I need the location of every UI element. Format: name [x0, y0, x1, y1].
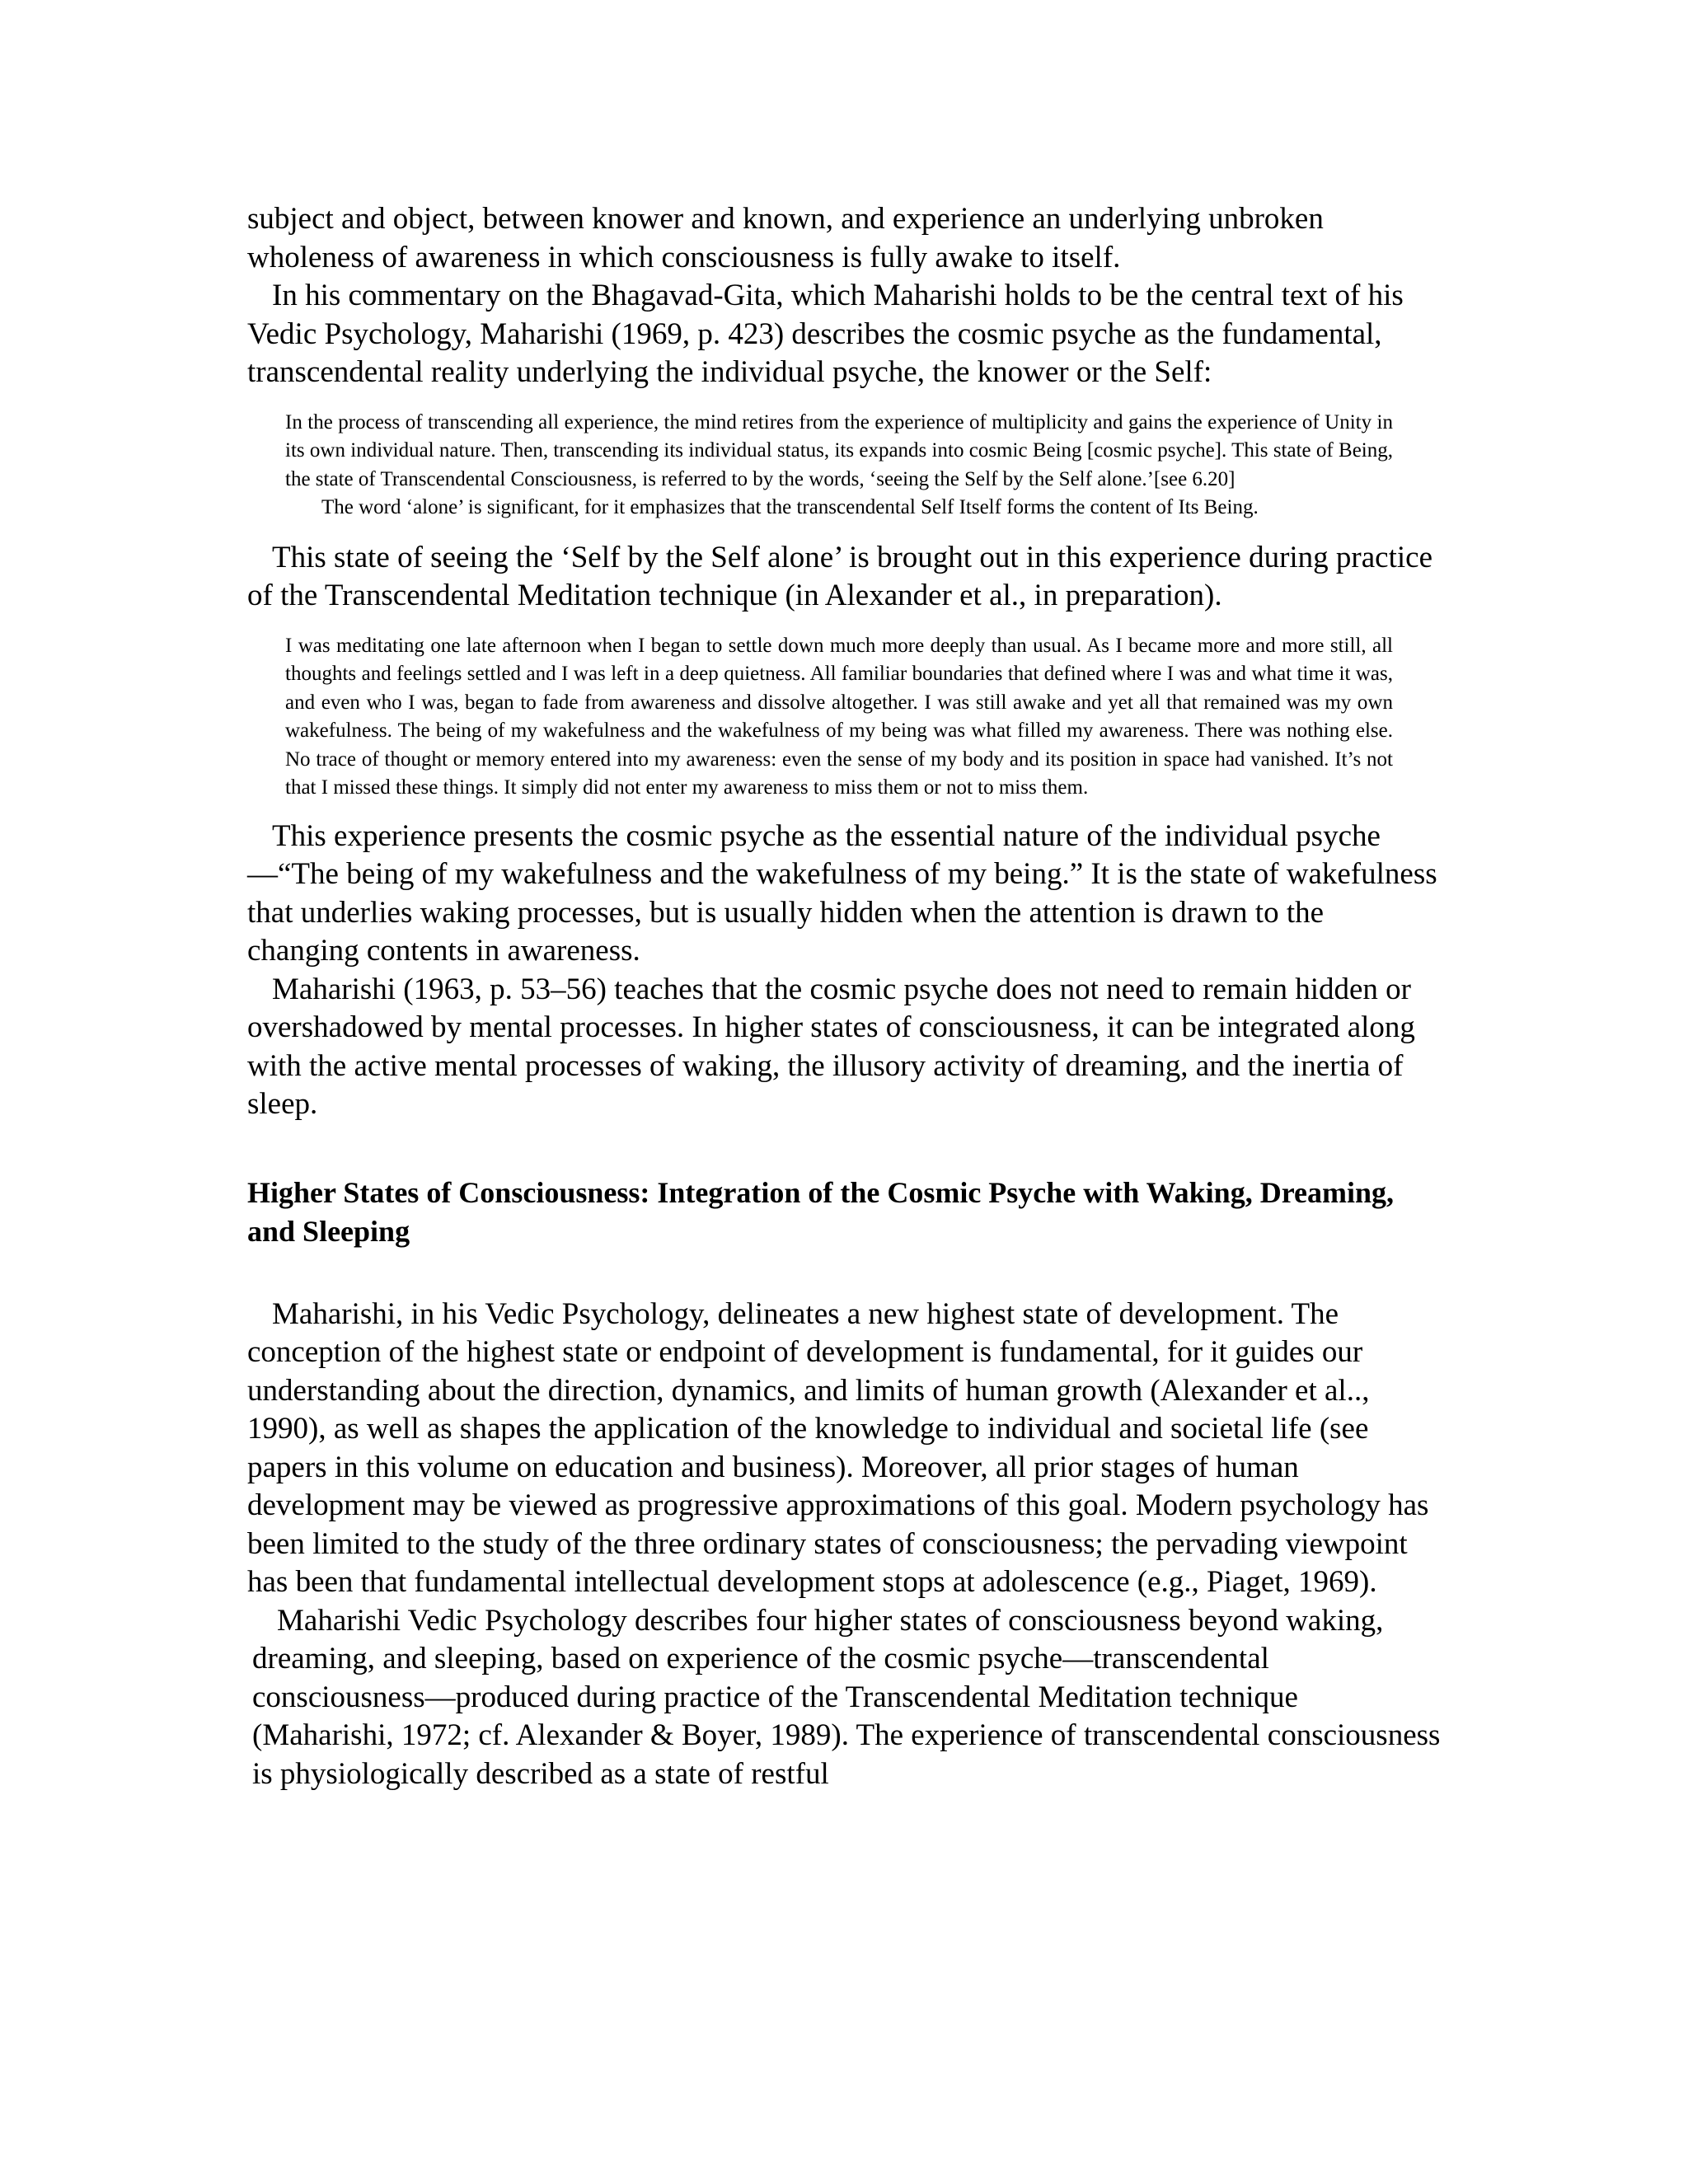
block-quote-2: [285, 632, 1393, 803]
section-heading: Higher States of Consciousness: Integration of the Cosmic Psyche with Waking, Dreaming, and Sleeping: [247, 1175, 1395, 1248]
block-quote-1-para-1: In the process of transcending all experience, the mind retires from the experience of multiplicity and gains the experience of Unity in its own individual nature. Then, transcending its individual status, its expands into cosmic Being [cosmic psyche]. This state of Being, the state of Transcendental Consciousness, is referred to by the words, ‘seeing the Self by the Self alone.’[see 6.20]: [285, 410, 1393, 490]
block-quote-1: [285, 409, 1393, 523]
document-page: [247, 200, 1442, 1793]
paragraph-2: In his commentary on the Bhagavad-Gita, which Maharishi holds to be the central text of his Vedic Psychology, Maharishi (1969, p. 423) describes the cosmic psyche as the fundamental, transcendental reality underlying the individual psyche, the knower or the Self:: [247, 279, 1404, 389]
paragraph-6: Maharishi, in his Vedic Psychology, delineates a new highest state of development. The conception of the highest state or endpoint of development is fundamental, for it guides our understanding about the direction, dynamics, and limits of human growth (Alexander et al.., 1990), as well as shapes the application of the knowledge to individual and societal life (see papers in this volume on education and business). Moreover, all prior stages of human development may be viewed as progressive approximations of this goal. Modern psychology has been limited to the study of the three ordinary states of consciousness; the pervading viewpoint has been that fundamental intellectual development stops at adolescence (e.g., Piaget, 1969).: [247, 1296, 1429, 1599]
paragraph-1: subject and object, between knower and known, and experience an underlying unbroken wholeness of awareness in which consciousness is fully awake to itself.: [247, 202, 1324, 274]
block-quote-2-para-1: I was meditating one late afternoon when I began to settle down much more deeply than usual. As I became more and more still, all thoughts and feelings settled and I was left in a deep quietness. All familiar boundaries that defined where I was and what time it was, and even who I was, began to fade from awareness and dissolve altogether. I was still awake and yet all that remained was my own wakefulness. The being of my wakefulness and the wakefulness of my being was what filled my awareness. There was nothing else. No trace of thought or memory entered into my awareness: even the sense of my body and its position in space had vanished. It’s not that I missed these things. It simply did not enter my awareness to miss them or not to miss them.: [285, 634, 1393, 799]
paragraph-3: This state of seeing the ‘Self by the Self alone’ is brought out in this experience during practice of the Transcendental Meditation technique (in Alexander et al., in preparation).: [247, 540, 1432, 612]
block-quote-1-para-2: The word ‘alone’ is significant, for it emphasizes that the transcendental Self Itself forms the content of Its Being.: [321, 496, 1259, 518]
paragraph-7: Maharishi Vedic Psychology describes four higher states of consciousness beyond waking, dreaming, and sleeping, based on experience of the cosmic psyche—transcendental consciousness—produced during practice of the Transcendental Meditation technique (Maharishi, 1972; cf. Alexander & Boyer, 1989). The experience of transcendental consciousness is physiologically described as a state of restful: [252, 1603, 1441, 1791]
paragraph-5: Maharishi (1963, p. 53–56) teaches that the cosmic psyche does not need to remain hidden or overshadowed by mental processes. In higher states of consciousness, it can be integrated along with the active mental processes of waking, the illusory activity of dreaming, and the inertia of sleep.: [247, 972, 1415, 1121]
paragraph-4: This experience presents the cosmic psyche as the essential nature of the individual psyche—“The being of my wakefulness and the wakefulness of my being.” It is the state of wakefulness that underlies waking processes, but is usually hidden when the attention is drawn to the changing contents in awareness.: [247, 818, 1437, 968]
